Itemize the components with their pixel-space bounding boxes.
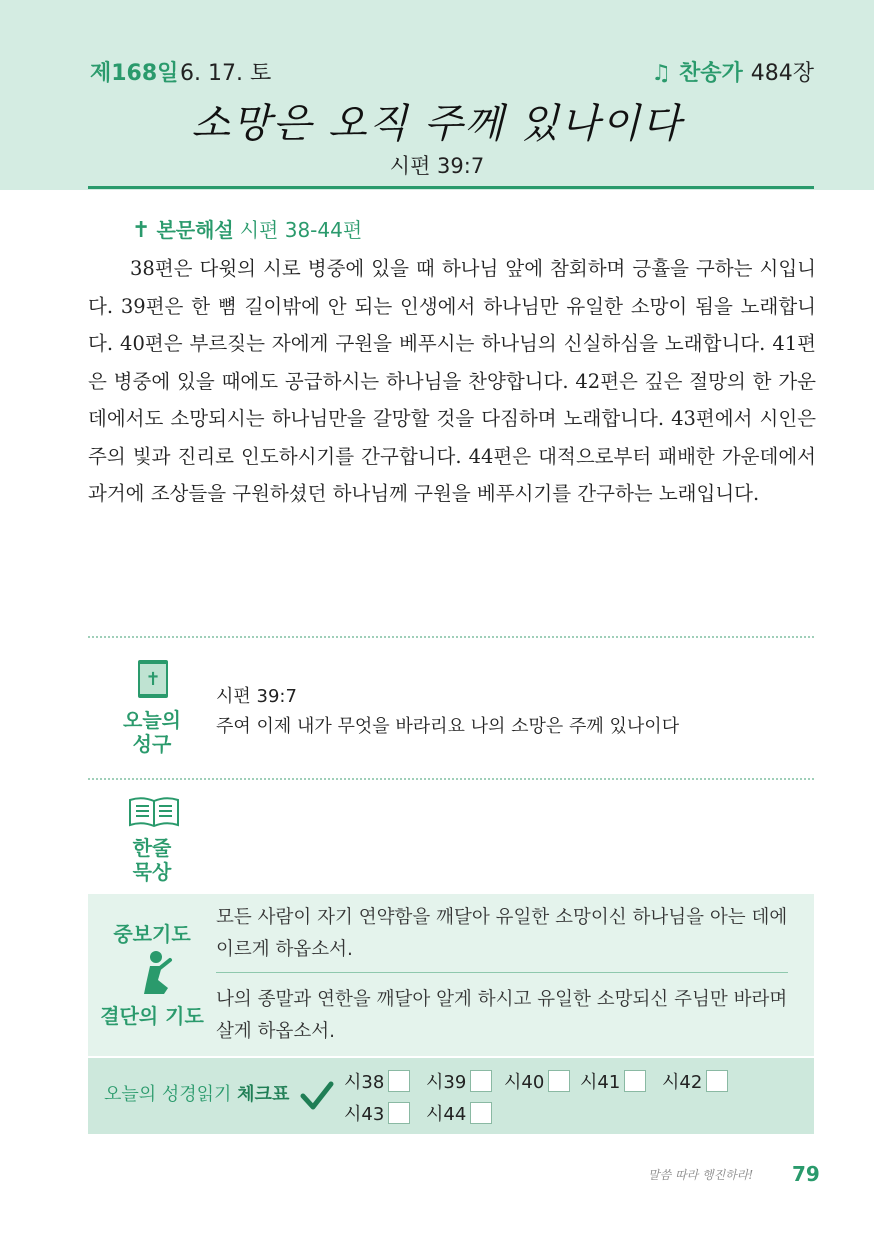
verse-text: 주여 이제 내가 무엇을 바라리요 나의 소망은 주께 있나이다 xyxy=(216,716,680,737)
bible-icon: ✝ xyxy=(138,660,168,698)
commentary-text: 38편은 다윗의 시로 병중에 있을 때 하나님 앞에 참회하며 긍휼을 구하는 시입니다. 39편은 한 뼘 길이밖에 안 되는 인생에서 하나님만 유일한 소망이 됨을 노래합니다. 40편은 부르짖는 자에게 구원을 베푸시는 하나님의 신실하심을 노래합니다. 41편은 병중에 있을 때에도 공급하시는 하나님을 찬양합니다. 42편은 깊은 절망의 한 가운데에서도 소망되시는 하나님만을 갈망할 것을 다짐하며 노래합니다. 43편에서 시인은 주의 빛과 진리로 인도하시기를 간구합니다. 44편은 대적으로부터 패배한 가운데에서 과거에 조상들을 구원하셨던 하나님께 구원을 베푸시기를 간구하는 노래입니다. xyxy=(88,257,816,505)
day-number: 제168일 xyxy=(90,61,179,86)
verse-reference: 시편 39:7 xyxy=(216,686,297,707)
resolution-label: 결단의 기도 xyxy=(100,1004,204,1028)
checklist-item[interactable] xyxy=(504,1068,570,1094)
date: 6. 17. 토 xyxy=(180,61,272,86)
commentary-range: 시편 38-44편 xyxy=(239,218,363,242)
resolution-text: 나의 종말과 연한을 깨달아 알게 하시고 유일한 소망되신 주님만 바라며 살게 하옵소서. xyxy=(216,989,788,1042)
page-title: 소망은 오직 주께 있나이다 xyxy=(191,101,683,147)
checkbox[interactable] xyxy=(548,1070,570,1092)
commentary-label: 본문해설 xyxy=(156,218,234,242)
checkmark-icon xyxy=(300,1080,334,1112)
prayer-divider xyxy=(216,972,788,973)
header-divider xyxy=(88,186,814,189)
checklist-item[interactable] xyxy=(426,1068,492,1094)
checklist-item-label: 시43 xyxy=(344,1104,385,1125)
checkbox[interactable] xyxy=(624,1070,646,1092)
music-note-icon: ♫ xyxy=(651,61,671,86)
verse-label-line1: 오늘의 xyxy=(123,708,181,732)
intercession-label: 중보기도 xyxy=(113,922,191,946)
commentary-heading xyxy=(132,214,362,243)
hymn-info xyxy=(651,56,814,87)
checklist-item-label: 시39 xyxy=(426,1072,467,1093)
checklist-item[interactable] xyxy=(344,1068,410,1094)
checklist-item[interactable] xyxy=(580,1068,646,1094)
cross-icon: ✝ xyxy=(132,218,151,243)
intercession-text: 모든 사람이 자기 연약함을 깨달아 유일한 소망이신 하나님을 아는 데에 이르게 하옵소서. xyxy=(216,907,788,960)
checklist-item-label: 시40 xyxy=(504,1072,545,1093)
page-number: 79 xyxy=(792,1162,820,1186)
checklist-item-label: 시44 xyxy=(426,1104,467,1125)
open-book-icon xyxy=(128,796,180,828)
checkbox[interactable] xyxy=(470,1102,492,1124)
checklist-label xyxy=(104,1080,289,1106)
praying-person-icon xyxy=(134,950,174,998)
footer-motto: 말씀 따라 행진하라! xyxy=(648,1168,754,1182)
checklist-label-strong: 체크표 xyxy=(237,1084,290,1105)
checklist-label-text: 오늘의 성경읽기 xyxy=(104,1084,232,1105)
checkbox[interactable] xyxy=(388,1070,410,1092)
section-divider xyxy=(88,636,814,638)
title-reference: 시편 39:7 xyxy=(389,154,485,178)
meditation-label xyxy=(92,836,212,884)
checkbox[interactable] xyxy=(388,1102,410,1124)
checkbox[interactable] xyxy=(470,1070,492,1092)
checklist-item-label: 시38 xyxy=(344,1072,385,1093)
verse-label-line2: 성구 xyxy=(132,732,172,756)
hymn-label: 찬송가 xyxy=(678,61,743,86)
checklist-item[interactable] xyxy=(344,1100,410,1126)
checklist-item-label: 시41 xyxy=(580,1072,621,1093)
section-divider xyxy=(88,778,814,780)
meditation-label-line2: 묵상 xyxy=(132,860,172,884)
hymn-number: 484장 xyxy=(750,61,814,86)
checkbox[interactable] xyxy=(706,1070,728,1092)
meditation-label-line1: 한줄 xyxy=(132,836,172,860)
checklist-item-label: 시42 xyxy=(662,1072,703,1093)
checklist-item[interactable] xyxy=(426,1100,492,1126)
verse-label xyxy=(92,708,212,756)
checklist-item[interactable] xyxy=(662,1068,728,1094)
